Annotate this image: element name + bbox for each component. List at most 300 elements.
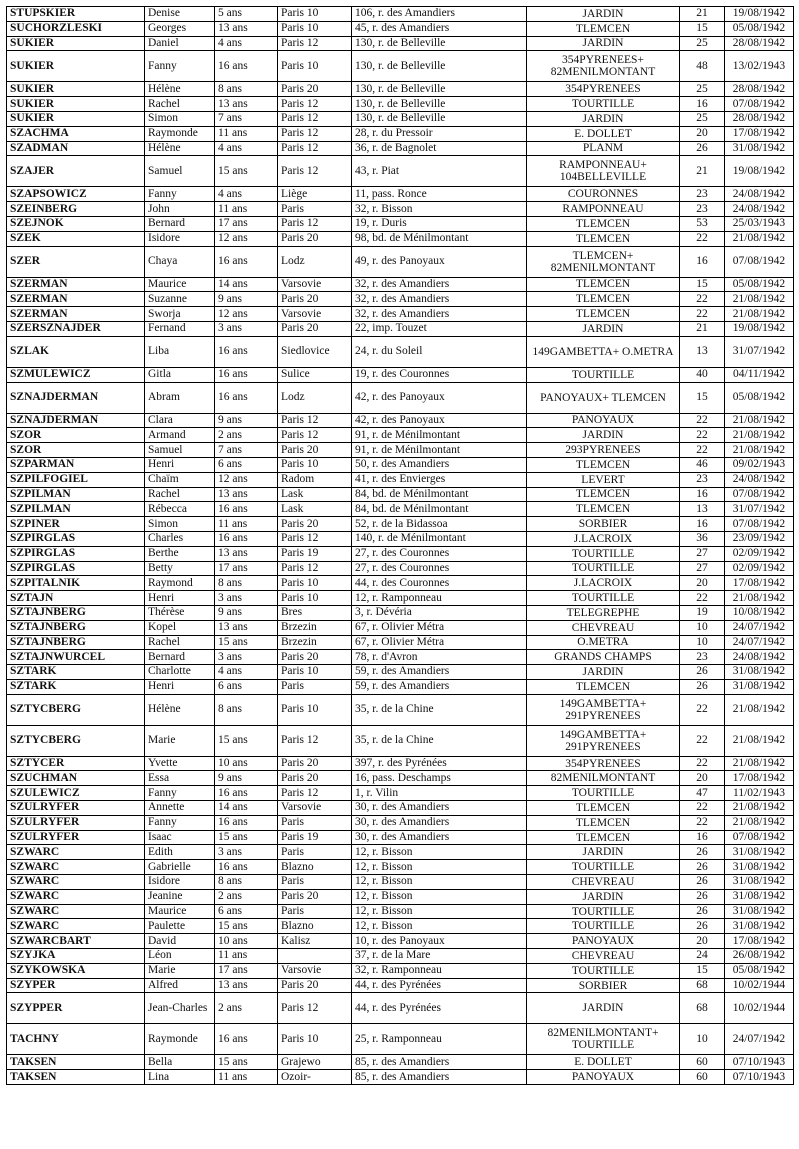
address-cell: 43, r. Piat xyxy=(352,156,527,187)
age-cell: 8 ans xyxy=(215,82,278,97)
surname-cell: SZPIRGLAS xyxy=(7,561,145,576)
birthplace-cell: Sulice xyxy=(278,367,352,382)
surname-cell: SZYPER xyxy=(7,978,145,993)
convoy-cell: 26 xyxy=(680,860,725,875)
first-name-cell: Fernand xyxy=(145,321,215,336)
address-cell: 130, r. de Belleville xyxy=(352,97,527,112)
table-row xyxy=(7,51,794,82)
address-cell: 397, r. des Pyrénées xyxy=(352,756,527,771)
convoy-cell: 10 xyxy=(680,635,725,650)
school-cell: TLEMCEN xyxy=(527,679,680,694)
first-name-cell: Henri xyxy=(145,457,215,472)
first-name-cell: Samuel xyxy=(145,443,215,458)
address-cell: 27, r. des Couronnes xyxy=(352,561,527,576)
birthplace-cell: Lask xyxy=(278,502,352,517)
date-cell: 17/08/1942 xyxy=(725,126,794,141)
school-cell: PANOYAUX xyxy=(527,1070,680,1085)
surname-cell: SZNAJDERMAN xyxy=(7,413,145,428)
age-cell: 11 ans xyxy=(215,1070,278,1085)
date-cell: 24/07/1942 xyxy=(725,1024,794,1055)
date-cell: 19/08/1942 xyxy=(725,321,794,336)
table-row xyxy=(7,830,794,845)
date-cell: 23/09/1942 xyxy=(725,531,794,546)
school-cell: TOURTILLE xyxy=(527,786,680,801)
surname-cell: SZUCHMAN xyxy=(7,771,145,786)
date-cell: 31/08/1942 xyxy=(725,679,794,694)
address-cell: 98, bd. de Ménilmontant xyxy=(352,231,527,246)
age-cell: 13 ans xyxy=(215,546,278,561)
birthplace-cell: Paris xyxy=(278,904,352,919)
date-cell: 05/08/1942 xyxy=(725,277,794,292)
surname-cell: SZPILFOGIEL xyxy=(7,472,145,487)
birthplace-cell: Paris 20 xyxy=(278,321,352,336)
table-row xyxy=(7,336,794,367)
birthplace-cell: Paris 12 xyxy=(278,126,352,141)
date-cell: 24/07/1942 xyxy=(725,620,794,635)
birthplace-cell: Paris 20 xyxy=(278,978,352,993)
convoy-cell: 25 xyxy=(680,82,725,97)
table-row xyxy=(7,978,794,993)
address-cell: 42, r. des Panoyaux xyxy=(352,413,527,428)
address-cell: 106, r. des Amandiers xyxy=(352,7,527,22)
surname-cell: TAKSEN xyxy=(7,1070,145,1085)
address-cell: 42, r. des Panoyaux xyxy=(352,382,527,413)
date-cell: 17/08/1942 xyxy=(725,934,794,949)
school-cell: TLEMCEN xyxy=(527,487,680,502)
convoy-cell: 25 xyxy=(680,111,725,126)
school-cell: TLEMCEN xyxy=(527,231,680,246)
table-row xyxy=(7,367,794,382)
convoy-cell: 26 xyxy=(680,889,725,904)
convoy-cell: 10 xyxy=(680,1024,725,1055)
first-name-cell: Bernard xyxy=(145,650,215,665)
convoy-cell: 22 xyxy=(680,231,725,246)
date-cell: 07/08/1942 xyxy=(725,97,794,112)
convoy-cell: 19 xyxy=(680,605,725,620)
surname-cell: SZTAJNBERG xyxy=(7,620,145,635)
school-cell: J.LACROIX xyxy=(527,531,680,546)
convoy-cell: 20 xyxy=(680,771,725,786)
birthplace-cell: Lodz xyxy=(278,246,352,277)
birthplace-cell: Brzezin xyxy=(278,620,352,635)
age-cell: 11 ans xyxy=(215,949,278,964)
convoy-cell: 21 xyxy=(680,156,725,187)
birthplace-cell: Kalisz xyxy=(278,934,352,949)
school-cell: TLEMCEN xyxy=(527,830,680,845)
table-row xyxy=(7,82,794,97)
address-cell: 84, bd. de Ménilmontant xyxy=(352,502,527,517)
convoy-cell: 22 xyxy=(680,725,725,756)
birthplace-cell: Paris 12 xyxy=(278,413,352,428)
age-cell: 16 ans xyxy=(215,1024,278,1055)
age-cell: 15 ans xyxy=(215,830,278,845)
surname-cell: SZTAJNBERG xyxy=(7,605,145,620)
address-cell: 41, r. des Envierges xyxy=(352,472,527,487)
convoy-cell: 26 xyxy=(680,845,725,860)
first-name-cell: Denise xyxy=(145,7,215,22)
convoy-cell: 26 xyxy=(680,665,725,680)
school-cell: JARDIN xyxy=(527,665,680,680)
school-cell: 354PYRENEES+ 82MENILMONTANT xyxy=(527,51,680,82)
address-cell: 49, r. des Panoyaux xyxy=(352,246,527,277)
table-row xyxy=(7,21,794,36)
first-name-cell: David xyxy=(145,934,215,949)
address-cell: 36, r. de Bagnolet xyxy=(352,141,527,156)
age-cell: 12 ans xyxy=(215,307,278,322)
surname-cell: SZWARC xyxy=(7,875,145,890)
table-row xyxy=(7,546,794,561)
date-cell: 04/11/1942 xyxy=(725,367,794,382)
surname-cell: SZTARK xyxy=(7,665,145,680)
table-row xyxy=(7,725,794,756)
date-cell: 31/08/1942 xyxy=(725,141,794,156)
table-row xyxy=(7,934,794,949)
first-name-cell: Hélène xyxy=(145,82,215,97)
first-name-cell: Liba xyxy=(145,336,215,367)
date-cell: 05/08/1942 xyxy=(725,963,794,978)
surname-cell: SZULEWICZ xyxy=(7,786,145,801)
convoy-cell: 10 xyxy=(680,620,725,635)
first-name-cell: Kopel xyxy=(145,620,215,635)
first-name-cell: Abram xyxy=(145,382,215,413)
surname-cell: SZER xyxy=(7,246,145,277)
school-cell: TLEMCEN xyxy=(527,21,680,36)
school-cell: RAMPONNEAU+ 104BELLEVILLE xyxy=(527,156,680,187)
first-name-cell: Paulette xyxy=(145,919,215,934)
surname-cell: SUKIER xyxy=(7,82,145,97)
convoy-cell: 36 xyxy=(680,531,725,546)
address-cell: 16, pass. Deschamps xyxy=(352,771,527,786)
table-row xyxy=(7,457,794,472)
age-cell: 15 ans xyxy=(215,919,278,934)
date-cell: 24/08/1942 xyxy=(725,472,794,487)
first-name-cell: Fanny xyxy=(145,187,215,202)
first-name-cell: Maurice xyxy=(145,904,215,919)
birthplace-cell: Paris 20 xyxy=(278,231,352,246)
surname-cell: SZYPPER xyxy=(7,993,145,1024)
school-cell: GRANDS CHAMPS xyxy=(527,650,680,665)
age-cell: 3 ans xyxy=(215,321,278,336)
surname-cell: SZERMAN xyxy=(7,307,145,322)
age-cell: 15 ans xyxy=(215,1055,278,1070)
birthplace-cell: Blazno xyxy=(278,860,352,875)
date-cell: 21/08/1942 xyxy=(725,292,794,307)
first-name-cell: Alfred xyxy=(145,978,215,993)
convoy-cell: 15 xyxy=(680,21,725,36)
school-cell: JARDIN xyxy=(527,993,680,1024)
surname-cell: SZAPSOWICZ xyxy=(7,187,145,202)
date-cell: 02/09/1942 xyxy=(725,561,794,576)
school-cell: TOURTILLE xyxy=(527,97,680,112)
age-cell: 17 ans xyxy=(215,963,278,978)
table-row xyxy=(7,889,794,904)
age-cell: 16 ans xyxy=(215,336,278,367)
date-cell: 21/08/1942 xyxy=(725,443,794,458)
address-cell: 78, r. d'Avron xyxy=(352,650,527,665)
birthplace-cell: Paris 10 xyxy=(278,576,352,591)
age-cell: 15 ans xyxy=(215,635,278,650)
age-cell: 16 ans xyxy=(215,246,278,277)
school-cell: E. DOLLET xyxy=(527,126,680,141)
surname-cell: SZLAK xyxy=(7,336,145,367)
convoy-cell: 47 xyxy=(680,786,725,801)
date-cell: 07/08/1942 xyxy=(725,517,794,532)
convoy-cell: 22 xyxy=(680,756,725,771)
date-cell: 09/02/1943 xyxy=(725,457,794,472)
table-row xyxy=(7,665,794,680)
date-cell: 28/08/1942 xyxy=(725,111,794,126)
birthplace-cell: Liège xyxy=(278,187,352,202)
convoy-cell: 13 xyxy=(680,336,725,367)
table-row xyxy=(7,919,794,934)
school-cell: TOURTILLE xyxy=(527,367,680,382)
table-row xyxy=(7,187,794,202)
address-cell: 35, r. de la Chine xyxy=(352,725,527,756)
first-name-cell: Yvette xyxy=(145,756,215,771)
date-cell: 07/08/1942 xyxy=(725,830,794,845)
first-name-cell: Simon xyxy=(145,517,215,532)
birthplace-cell: Paris 12 xyxy=(278,97,352,112)
date-cell: 21/08/1942 xyxy=(725,591,794,606)
convoy-cell: 21 xyxy=(680,321,725,336)
first-name-cell: Marie xyxy=(145,963,215,978)
address-cell: 30, r. des Amandiers xyxy=(352,801,527,816)
address-cell: 59, r. des Amandiers xyxy=(352,679,527,694)
surname-cell: SZPARMAN xyxy=(7,457,145,472)
address-cell: 30, r. des Amandiers xyxy=(352,830,527,845)
first-name-cell: Clara xyxy=(145,413,215,428)
date-cell: 21/08/1942 xyxy=(725,428,794,443)
school-cell: 354PYRENEES xyxy=(527,82,680,97)
address-cell: 12, r. Bisson xyxy=(352,875,527,890)
first-name-cell: Berthe xyxy=(145,546,215,561)
convoy-cell: 22 xyxy=(680,815,725,830)
surname-cell: SZERMAN xyxy=(7,292,145,307)
birthplace-cell: Paris 20 xyxy=(278,650,352,665)
convoy-cell: 22 xyxy=(680,694,725,725)
first-name-cell: Samuel xyxy=(145,156,215,187)
date-cell: 07/08/1942 xyxy=(725,246,794,277)
date-cell: 31/07/1942 xyxy=(725,336,794,367)
birthplace-cell: Paris 10 xyxy=(278,665,352,680)
address-cell: 32, r. des Amandiers xyxy=(352,277,527,292)
date-cell: 31/08/1942 xyxy=(725,665,794,680)
school-cell: TOURTILLE xyxy=(527,591,680,606)
table-row xyxy=(7,111,794,126)
address-cell: 67, r. Olivier Métra xyxy=(352,620,527,635)
date-cell: 21/08/1942 xyxy=(725,801,794,816)
convoy-cell: 23 xyxy=(680,472,725,487)
birthplace-cell: Paris 10 xyxy=(278,51,352,82)
date-cell: 21/08/1942 xyxy=(725,815,794,830)
table-row xyxy=(7,845,794,860)
age-cell: 15 ans xyxy=(215,156,278,187)
table-row xyxy=(7,517,794,532)
first-name-cell: Charles xyxy=(145,531,215,546)
surname-cell: SZADMAN xyxy=(7,141,145,156)
table-row xyxy=(7,1070,794,1085)
date-cell: 05/08/1942 xyxy=(725,21,794,36)
birthplace-cell: Paris 20 xyxy=(278,82,352,97)
convoy-cell: 26 xyxy=(680,679,725,694)
address-cell: 130, r. de Belleville xyxy=(352,111,527,126)
convoy-cell: 25 xyxy=(680,36,725,51)
date-cell: 31/08/1942 xyxy=(725,919,794,934)
date-cell: 25/03/1943 xyxy=(725,216,794,231)
birthplace-cell: Paris 10 xyxy=(278,457,352,472)
surname-cell: SZTYCBERG xyxy=(7,725,145,756)
table-row xyxy=(7,815,794,830)
first-name-cell: Henri xyxy=(145,679,215,694)
surname-cell: SZTAJNBERG xyxy=(7,635,145,650)
address-cell: 130, r. de Belleville xyxy=(352,36,527,51)
first-name-cell: Daniel xyxy=(145,36,215,51)
convoy-cell: 15 xyxy=(680,277,725,292)
convoy-cell: 16 xyxy=(680,487,725,502)
table-row xyxy=(7,756,794,771)
age-cell: 17 ans xyxy=(215,216,278,231)
school-cell: 149GAMBETTA+ O.METRA xyxy=(527,336,680,367)
date-cell: 28/08/1942 xyxy=(725,36,794,51)
convoy-cell: 22 xyxy=(680,591,725,606)
address-cell: 12, r. Bisson xyxy=(352,904,527,919)
date-cell: 17/08/1942 xyxy=(725,771,794,786)
address-cell: 32, r. des Amandiers xyxy=(352,307,527,322)
school-cell: TLEMCEN xyxy=(527,801,680,816)
surname-cell: SZMULEWICZ xyxy=(7,367,145,382)
birthplace-cell: Lodz xyxy=(278,382,352,413)
surname-cell: SZPITALNIK xyxy=(7,576,145,591)
date-cell: 19/08/1942 xyxy=(725,156,794,187)
first-name-cell: Isidore xyxy=(145,875,215,890)
date-cell: 07/10/1943 xyxy=(725,1070,794,1085)
school-cell: TLEMCEN xyxy=(527,457,680,472)
birthplace-cell: Paris 12 xyxy=(278,36,352,51)
school-cell: 82MENILMONTANT+ TOURTILLE xyxy=(527,1024,680,1055)
school-cell: SORBIER xyxy=(527,978,680,993)
date-cell: 21/08/1942 xyxy=(725,694,794,725)
surname-cell: SZOR xyxy=(7,443,145,458)
date-cell: 07/10/1943 xyxy=(725,1055,794,1070)
age-cell: 3 ans xyxy=(215,650,278,665)
address-cell: 10, r. des Panoyaux xyxy=(352,934,527,949)
surname-cell: SZTYCBERG xyxy=(7,694,145,725)
address-cell: 3, r. Dévéria xyxy=(352,605,527,620)
age-cell: 16 ans xyxy=(215,51,278,82)
surname-cell: SZPINER xyxy=(7,517,145,532)
address-cell: 25, r. Ramponneau xyxy=(352,1024,527,1055)
date-cell: 17/08/1942 xyxy=(725,576,794,591)
birthplace-cell: Paris 20 xyxy=(278,292,352,307)
first-name-cell: Fanny xyxy=(145,51,215,82)
school-cell: TLEMCEN xyxy=(527,216,680,231)
school-cell: O.METRA xyxy=(527,635,680,650)
convoy-cell: 24 xyxy=(680,949,725,964)
birthplace-cell: Paris 10 xyxy=(278,1024,352,1055)
birthplace-cell: Brzezin xyxy=(278,635,352,650)
table-row xyxy=(7,635,794,650)
birthplace-cell: Paris 20 xyxy=(278,756,352,771)
date-cell: 21/08/1942 xyxy=(725,725,794,756)
surname-cell: SZEK xyxy=(7,231,145,246)
age-cell: 6 ans xyxy=(215,904,278,919)
age-cell: 12 ans xyxy=(215,231,278,246)
school-cell: JARDIN xyxy=(527,36,680,51)
age-cell: 10 ans xyxy=(215,934,278,949)
age-cell: 16 ans xyxy=(215,786,278,801)
date-cell: 21/08/1942 xyxy=(725,231,794,246)
first-name-cell: Gabrielle xyxy=(145,860,215,875)
convoy-cell: 46 xyxy=(680,457,725,472)
surname-cell: SUKIER xyxy=(7,97,145,112)
surname-cell: SZNAJDERMAN xyxy=(7,382,145,413)
first-name-cell: Chaïm xyxy=(145,472,215,487)
address-cell: 44, r. des Couronnes xyxy=(352,576,527,591)
age-cell: 16 ans xyxy=(215,382,278,413)
birthplace-cell: Bres xyxy=(278,605,352,620)
birthplace-cell: Paris 20 xyxy=(278,771,352,786)
table-row xyxy=(7,216,794,231)
surname-cell: SZTARK xyxy=(7,679,145,694)
age-cell: 16 ans xyxy=(215,860,278,875)
address-cell: 1, r. Vilin xyxy=(352,786,527,801)
surname-cell: SZPIRGLAS xyxy=(7,546,145,561)
birthplace-cell: Paris 12 xyxy=(278,428,352,443)
first-name-cell: Rachel xyxy=(145,635,215,650)
convoy-cell: 68 xyxy=(680,993,725,1024)
address-cell: 28, r. du Pressoir xyxy=(352,126,527,141)
convoy-cell: 15 xyxy=(680,382,725,413)
first-name-cell: Fanny xyxy=(145,815,215,830)
convoy-cell: 20 xyxy=(680,576,725,591)
first-name-cell: Fanny xyxy=(145,786,215,801)
birthplace-cell: Siedlovice xyxy=(278,336,352,367)
surname-cell: SZOR xyxy=(7,428,145,443)
school-cell: TOURTILLE xyxy=(527,904,680,919)
table-row xyxy=(7,202,794,217)
school-cell: CHEVREAU xyxy=(527,949,680,964)
school-cell: JARDIN xyxy=(527,111,680,126)
surname-cell: SZWARC xyxy=(7,860,145,875)
first-name-cell: Rachel xyxy=(145,487,215,502)
school-cell: TLEMCEN xyxy=(527,815,680,830)
birthplace-cell: Paris 20 xyxy=(278,517,352,532)
table-row xyxy=(7,771,794,786)
age-cell: 14 ans xyxy=(215,277,278,292)
address-cell: 44, r. des Pyrénées xyxy=(352,993,527,1024)
convoy-cell: 23 xyxy=(680,187,725,202)
convoy-cell: 23 xyxy=(680,202,725,217)
roster-body xyxy=(7,7,794,1085)
address-cell: 22, imp. Touzet xyxy=(352,321,527,336)
age-cell: 8 ans xyxy=(215,694,278,725)
first-name-cell: Jean-Charles xyxy=(145,993,215,1024)
convoy-cell: 23 xyxy=(680,650,725,665)
surname-cell: SZERSZNAJDER xyxy=(7,321,145,336)
convoy-cell: 53 xyxy=(680,216,725,231)
address-cell: 12, r. Bisson xyxy=(352,845,527,860)
table-row xyxy=(7,963,794,978)
table-row xyxy=(7,231,794,246)
surname-cell: SZWARC xyxy=(7,904,145,919)
table-row xyxy=(7,860,794,875)
convoy-cell: 16 xyxy=(680,830,725,845)
birthplace-cell: Paris 12 xyxy=(278,786,352,801)
age-cell: 16 ans xyxy=(215,367,278,382)
first-name-cell: Rébecca xyxy=(145,502,215,517)
age-cell: 14 ans xyxy=(215,801,278,816)
birthplace-cell: Paris 10 xyxy=(278,7,352,22)
